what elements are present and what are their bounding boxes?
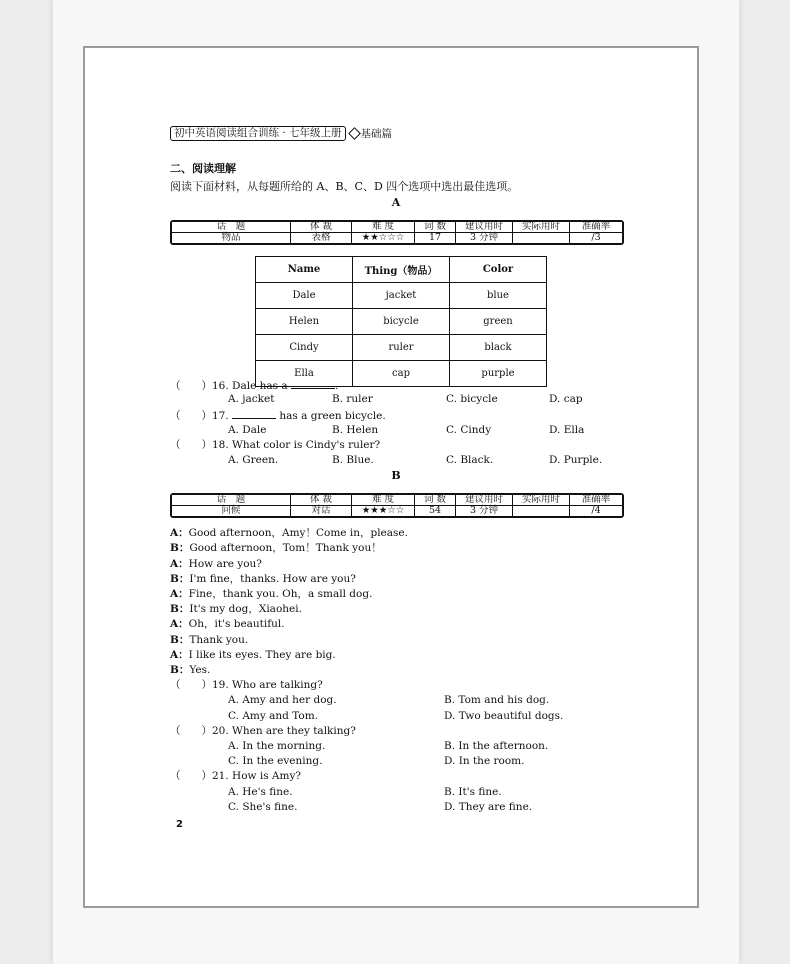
info-value: 54 xyxy=(415,506,456,517)
option: B. Blue. xyxy=(332,454,374,466)
info-header: 体 裁 xyxy=(291,222,352,233)
option: A. Dale xyxy=(228,424,267,436)
running-header xyxy=(170,126,392,141)
option: B. ruler xyxy=(332,393,373,405)
table-cell: green xyxy=(450,309,547,335)
dialogue-text: I like its eyes. They are big. xyxy=(188,649,336,661)
speaker: A： xyxy=(170,649,189,661)
dialogue-text: How are you? xyxy=(188,558,262,570)
table-cell: Cindy xyxy=(256,335,353,361)
dialogue-text: Thank you. xyxy=(189,634,249,646)
passage-a-letter: A xyxy=(391,196,401,209)
option: A. Amy and her dog. xyxy=(228,694,337,706)
info-value: 物品 xyxy=(172,233,291,244)
question-number: 19. xyxy=(212,679,229,691)
info-header: 准确率 xyxy=(570,222,623,233)
passage-b-letter: B xyxy=(391,469,401,482)
book-title: 初中英语阅读组合训练 · 七年级上册 xyxy=(170,126,346,141)
option: D. Ella xyxy=(549,424,585,436)
table-cell: blue xyxy=(450,283,547,309)
answer-paren: （ ） xyxy=(170,439,212,451)
items-table xyxy=(255,256,547,387)
question-number: 18. xyxy=(212,439,229,451)
speaker: B： xyxy=(170,634,190,646)
table-cell: purple xyxy=(450,361,547,387)
question-stem: What color is Cindy's ruler? xyxy=(232,439,381,451)
dialogue-text: Good afternoon，Amy！Come in，please. xyxy=(188,527,408,539)
info-value: 对话 xyxy=(291,506,352,517)
dialogue-text: Fine，thank you. Oh，a small dog. xyxy=(188,588,373,600)
info-value: 问候 xyxy=(172,506,291,517)
answer-paren: （ ） xyxy=(170,679,212,691)
speaker: B： xyxy=(170,573,190,585)
fill-blank xyxy=(291,378,335,389)
book-level: 基础篇 xyxy=(360,128,393,140)
dialogue-line xyxy=(170,664,210,677)
speaker: A： xyxy=(170,527,189,539)
table-row xyxy=(256,309,547,335)
dialogue-line xyxy=(170,649,336,662)
speaker: A： xyxy=(170,618,189,630)
info-header: 实际用时 xyxy=(513,222,570,233)
section-title: 二、阅读理解 xyxy=(170,162,236,175)
option: A. jacket xyxy=(228,393,275,405)
info-value xyxy=(513,233,570,244)
table-cell: Ella xyxy=(256,361,353,387)
option: A. Green. xyxy=(228,454,279,466)
question-stem: has a green bicycle. xyxy=(279,410,386,422)
table-cell: ruler xyxy=(353,335,450,361)
page-number: 2 xyxy=(176,819,183,830)
speaker: B： xyxy=(170,603,190,615)
info-header: 话 题 xyxy=(172,222,291,233)
difficulty-stars: ★★★☆☆ xyxy=(352,506,415,517)
info-header: 体 裁 xyxy=(291,495,352,506)
option: C. In the evening. xyxy=(228,755,323,767)
option: B. Tom and his dog. xyxy=(444,694,550,706)
speaker: A： xyxy=(170,588,189,600)
question-19 xyxy=(170,679,323,692)
info-value xyxy=(513,506,570,517)
dialogue-text: Good afternoon，Tom！Thank you！ xyxy=(189,542,382,554)
table-cell: cap xyxy=(353,361,450,387)
question-number: 21. xyxy=(212,770,229,782)
speaker: A： xyxy=(170,558,189,570)
answer-paren: （ ） xyxy=(170,380,212,392)
option: C. Amy and Tom. xyxy=(228,710,319,722)
dialogue-line xyxy=(170,634,248,647)
table-cell: Dale xyxy=(256,283,353,309)
answer-paren: （ ） xyxy=(170,725,212,737)
option: B. It's fine. xyxy=(444,786,502,798)
question-21 xyxy=(170,770,301,783)
dialogue-text: Yes. xyxy=(189,664,211,676)
question-stem: How is Amy? xyxy=(232,770,302,782)
info-header: 实际用时 xyxy=(513,495,570,506)
question-stem: Who are talking? xyxy=(232,679,323,691)
option: C. Cindy xyxy=(446,424,492,436)
option: C. Black. xyxy=(446,454,494,466)
table-cell: Helen xyxy=(256,309,353,335)
question-stem-end: . xyxy=(335,380,339,392)
fill-blank xyxy=(232,408,276,419)
table-header: Color xyxy=(450,257,547,283)
speaker: B： xyxy=(170,542,190,554)
dialogue-line xyxy=(170,603,302,616)
table-row xyxy=(256,283,547,309)
info-header: 准确率 xyxy=(570,495,623,506)
info-value: /4 xyxy=(570,506,623,517)
info-header: 难 度 xyxy=(352,222,415,233)
info-header: 词 数 xyxy=(415,222,456,233)
instructions: 阅读下面材料，从每题所给的 A、B、C、D 四个选项中选出最佳选项。 xyxy=(170,180,519,193)
difficulty-stars: ★★☆☆☆ xyxy=(352,233,415,244)
option: D. Purple. xyxy=(549,454,603,466)
info-header: 难 度 xyxy=(352,495,415,506)
option: C. bicycle xyxy=(446,393,498,405)
info-header: 建议用时 xyxy=(456,222,513,233)
question-number: 16. xyxy=(212,380,229,392)
question-number: 20. xyxy=(212,725,229,737)
dialogue-text: I'm fine，thanks. How are you? xyxy=(189,573,356,585)
option: D. Two beautiful dogs. xyxy=(444,710,564,722)
dialogue-text: It's my dog，Xiaohei. xyxy=(189,603,302,615)
diamond-icon xyxy=(348,127,361,140)
dialogue-line xyxy=(170,558,262,571)
info-value: 3 分钟 xyxy=(456,506,513,517)
option: D. In the room. xyxy=(444,755,525,767)
table-header: Name xyxy=(256,257,353,283)
info-value: 3 分钟 xyxy=(456,233,513,244)
option: B. In the afternoon. xyxy=(444,740,549,752)
dialogue-text: Oh，it's beautiful. xyxy=(188,618,285,630)
info-value: /3 xyxy=(570,233,623,244)
table-header: Thing（物品） xyxy=(353,257,450,283)
table-row xyxy=(256,335,547,361)
speaker: B： xyxy=(170,664,190,676)
question-17 xyxy=(170,408,386,423)
option: A. In the morning. xyxy=(228,740,326,752)
question-20 xyxy=(170,725,356,738)
table-cell: jacket xyxy=(353,283,450,309)
question-stem: When are they talking? xyxy=(232,725,356,737)
info-header: 话 题 xyxy=(172,495,291,506)
dialogue-line xyxy=(170,618,285,631)
option: C. She's fine. xyxy=(228,801,298,813)
question-16 xyxy=(170,378,338,393)
question-number: 17. xyxy=(212,410,229,422)
info-header: 建议用时 xyxy=(456,495,513,506)
option: B. Helen xyxy=(332,424,379,436)
answer-paren: （ ） xyxy=(170,410,212,422)
dialogue-line xyxy=(170,588,372,601)
question-18 xyxy=(170,439,380,452)
option: A. He's fine. xyxy=(228,786,293,798)
dialogue-line xyxy=(170,527,408,540)
document-page xyxy=(83,46,699,908)
info-value: 17 xyxy=(415,233,456,244)
question-stem: Dale has a xyxy=(232,380,288,392)
table-cell: bicycle xyxy=(353,309,450,335)
table-cell: black xyxy=(450,335,547,361)
option: D. They are fine. xyxy=(444,801,533,813)
option: D. cap xyxy=(549,393,583,405)
answer-paren: （ ） xyxy=(170,770,212,782)
passage-b-info-table xyxy=(170,493,624,518)
info-header: 词 数 xyxy=(415,495,456,506)
dialogue-line xyxy=(170,573,356,586)
dialogue-line xyxy=(170,542,382,555)
passage-a-info-table xyxy=(170,220,624,245)
info-value: 表格 xyxy=(291,233,352,244)
